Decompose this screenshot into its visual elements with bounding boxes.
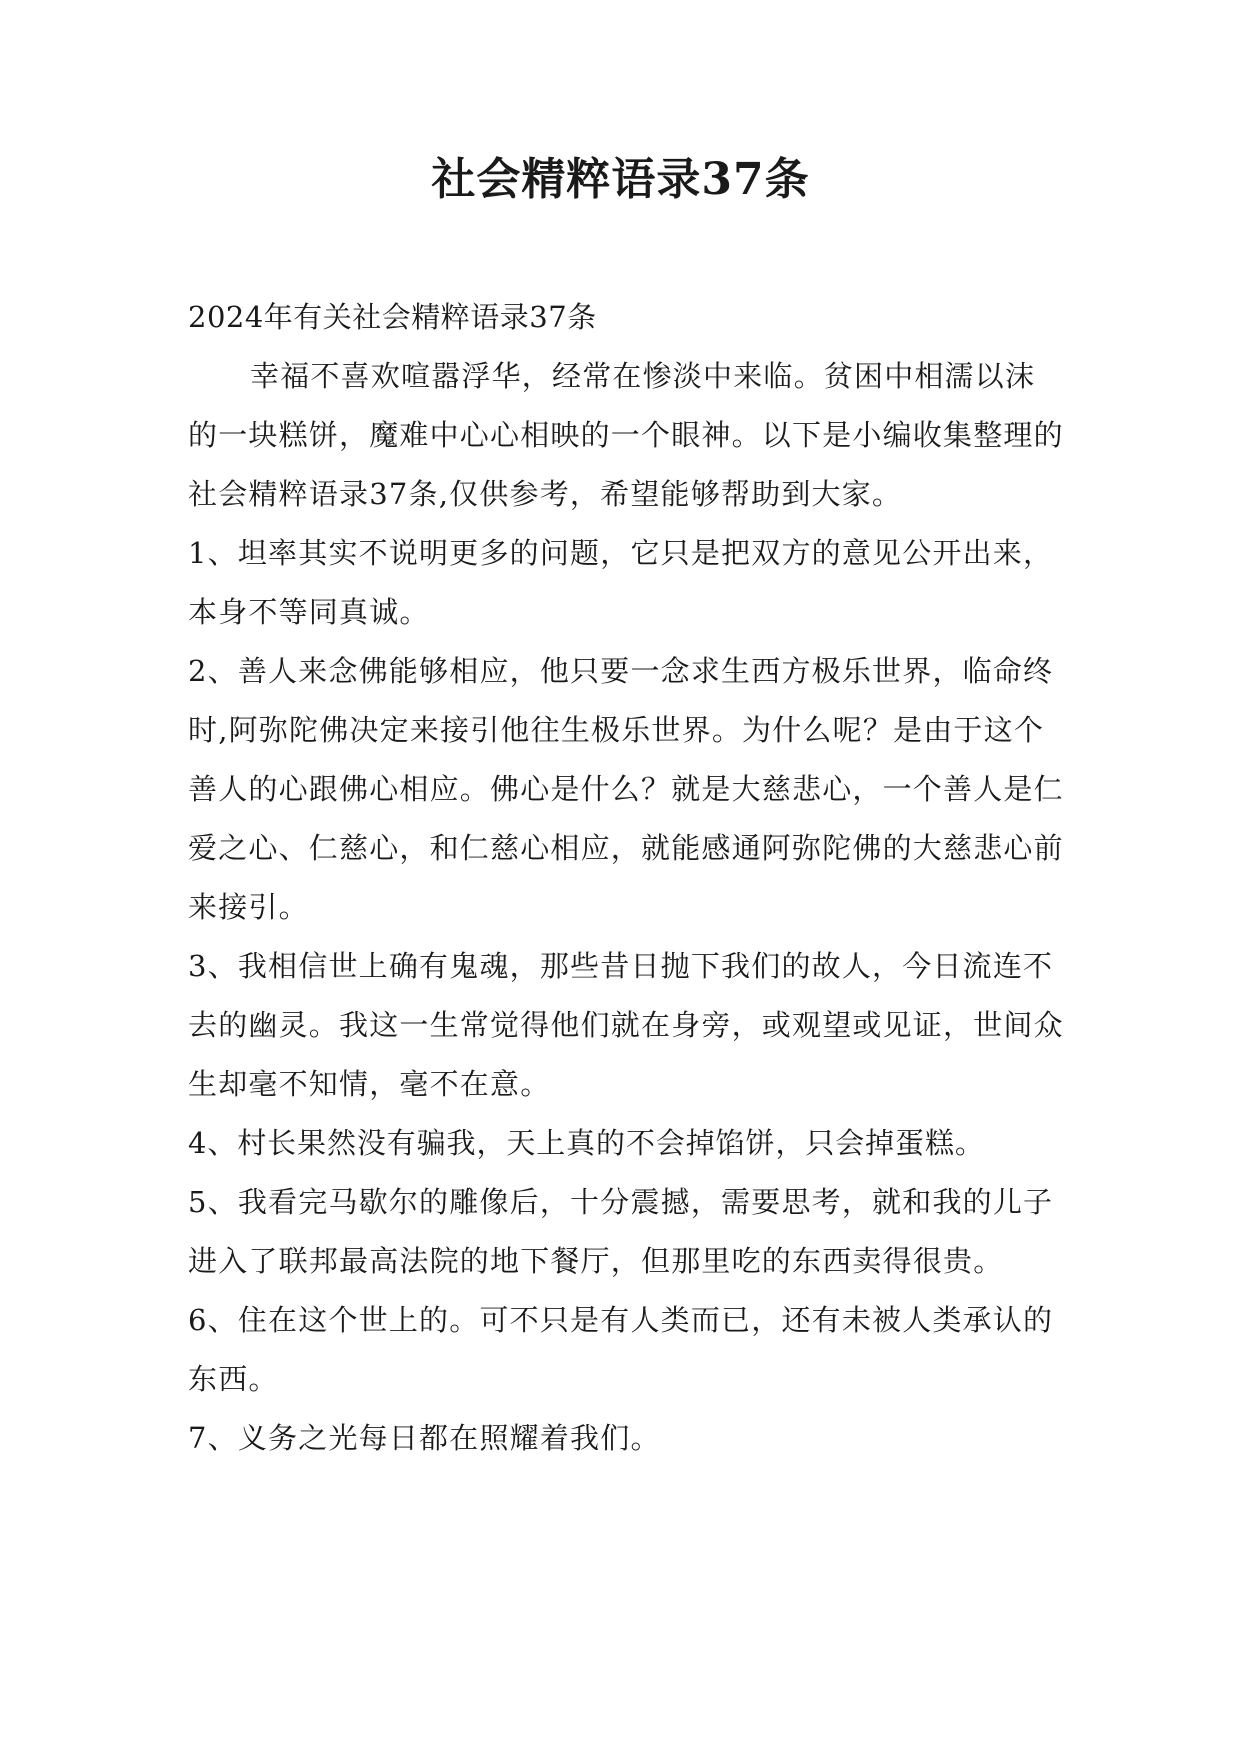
list-item-3: 3、我相信世上确有鬼魂，那些昔日抛下我们的故人，今日流连不去的幽灵。我这一生常觉得他们就在身旁，或观望或见证，世间众生却毫不知情，毫不在意。 <box>188 949 1064 1101</box>
list-item-2: 2、善人来念佛能够相应，他只要一念求生西方极乐世界，临命终时,阿弥陀佛决定来接引他往生极乐世界。为什么呢？是由于这个善人的心跟佛心相应。佛心是什么？就是大慈悲心，一个善人是仁爱之心、仁慈心，和仁慈心相应，就能感通阿弥陀佛的大慈悲心前来接引。 <box>188 654 1064 924</box>
list-item-1: 1、坦率其实不说明更多的问题，它只是把双方的意见公开出来，本身不等同真诚。 <box>188 536 1054 629</box>
list-item-7: 7、义务之光每日都在照耀着我们。 <box>188 1421 661 1455</box>
document-subtitle: 2024年有关社会精粹语录37条 <box>188 300 597 334</box>
intro-paragraph: 幸福不喜欢喧嚣浮华，经常在惨淡中来临。贫困中相濡以沫的一块糕饼，魔难中心心相映的一个眼神。以下是小编收集整理的社会精粹语录37条,仅供参考，希望能够帮助到大家。 <box>188 359 1064 511</box>
list-item-4: 4、村长果然没有骗我，天上真的不会掉馅饼，只会掉蛋糕。 <box>188 1126 985 1160</box>
document-body <box>188 288 1064 1468</box>
document-title: 社会精粹语录37条 <box>431 154 810 205</box>
list-item-5: 5、我看完马歇尔的雕像后，十分震撼，需要思考，就和我的儿子进入了联邦最高法院的地下餐厅，但那里吃的东西卖得很贵。 <box>188 1185 1054 1278</box>
list-item-6: 6、住在这个世上的。可不只是有人类而已，还有未被人类承认的东西。 <box>188 1303 1054 1396</box>
